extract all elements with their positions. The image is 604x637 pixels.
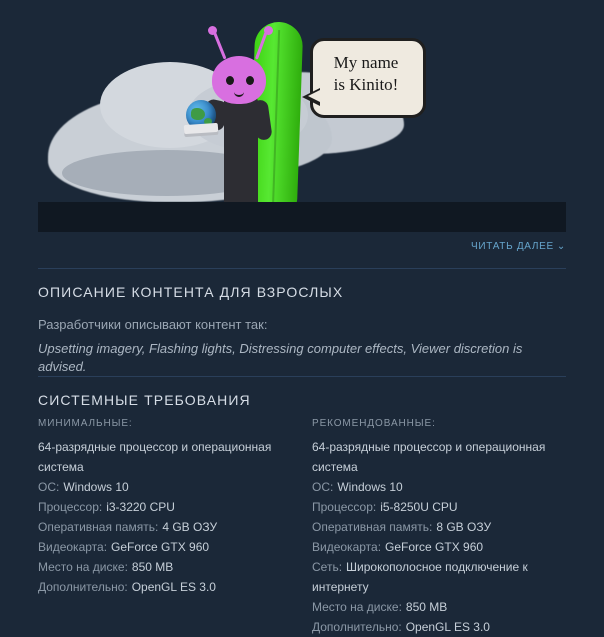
recommended-row-os-label: ОС: <box>312 480 334 494</box>
minimum-row-storage <box>38 557 292 577</box>
divider-system-requirements <box>38 376 566 377</box>
artwork-canvas <box>38 0 566 232</box>
minimum-row-ram-value: 4 GB ОЗУ <box>162 520 218 534</box>
system-requirements-columns <box>38 418 566 637</box>
minimum-row-additional-label: Дополнительно: <box>38 580 128 594</box>
minimum-row-storage-value: 850 MB <box>131 560 174 574</box>
speech-bubble-line-2: is Kinito! <box>333 75 399 94</box>
character-body <box>224 96 258 214</box>
minimum-row-storage-label: Место на диске: <box>38 560 128 574</box>
recommended-row-os-value: Windows 10 <box>337 480 403 494</box>
recommended-row-cpu-value: i5-8250U CPU <box>380 500 458 514</box>
recommended-row-ram-value: 8 GB ОЗУ <box>436 520 492 534</box>
recommended-heading: РЕКОМЕНДОВАННЫЕ: <box>312 418 436 429</box>
minimum-row-cpu-label: Процессор: <box>38 500 103 514</box>
recommended-row-storage-value: 850 MB <box>405 600 448 614</box>
mature-content-title: ОПИСАНИЕ КОНТЕНТА ДЛЯ ВЗРОСЛЫХ <box>38 284 344 300</box>
mature-content-description: Upsetting imagery, Flashing lights, Distressing computer effects, Viewer discretion is advised. <box>38 341 523 374</box>
recommended-row-additional-value: OpenGL ES 3.0 <box>405 620 490 634</box>
system-requirements-recommended <box>312 418 566 637</box>
recommended-row-os <box>312 477 566 497</box>
recommended-row-additional <box>312 617 566 637</box>
recommended-row-network <box>312 557 566 597</box>
minimum-row-os <box>38 477 292 497</box>
recommended-row-gpu-label: Видеокарта: <box>312 540 382 554</box>
minimum-row-gpu-label: Видеокарта: <box>38 540 108 554</box>
minimum-row-os-label: ОС: <box>38 480 60 494</box>
minimum-row-ram <box>38 517 292 537</box>
speech-bubble-text <box>318 52 414 96</box>
game-artwork-media[interactable] <box>0 0 604 232</box>
recommended-row-ram-label: Оперативная память: <box>312 520 433 534</box>
minimum-row-cpu <box>38 497 292 517</box>
recommended-row-storage-label: Место на диске: <box>312 600 402 614</box>
minimum-row-cpu-value: i3-3220 CPU <box>106 500 175 514</box>
minimum-row-additional-value: OpenGL ES 3.0 <box>131 580 216 594</box>
recommended-row-gpu-value: GeForce GTX 960 <box>385 540 484 554</box>
read-more-container <box>38 236 566 254</box>
recommended-row-network-label: Сеть: <box>312 560 343 574</box>
system-requirements-minimum <box>38 418 292 637</box>
character-eye-right <box>246 76 254 85</box>
minimum-row-gpu <box>38 537 292 557</box>
artwork-bottom-bar <box>38 202 566 232</box>
globe-landmass <box>191 108 205 120</box>
recommended-row-additional-label: Дополнительно: <box>312 620 402 634</box>
character-antenna-tip-right <box>264 26 273 35</box>
recommended-row-cpu <box>312 497 566 517</box>
recommended-row-gpu <box>312 537 566 557</box>
chevron-down-icon: ⌄ <box>556 241 566 252</box>
speech-bubble-line-1: My name <box>333 53 399 72</box>
character-antenna-tip-left <box>208 26 217 35</box>
minimum-arch: 64-разрядные процессор и операционная система <box>38 440 272 474</box>
recommended-row-cpu-label: Процессор: <box>312 500 377 514</box>
minimum-row-gpu-value: GeForce GTX 960 <box>111 540 210 554</box>
system-requirements-title: СИСТЕМНЫЕ ТРЕБОВАНИЯ <box>38 392 251 408</box>
recommended-row-storage <box>312 597 566 617</box>
divider-mature-content <box>38 268 566 269</box>
minimum-row-os-value: Windows 10 <box>63 480 129 494</box>
recommended-row-ram <box>312 517 566 537</box>
recommended-arch: 64-разрядные процессор и операционная система <box>312 440 546 474</box>
surfboard-stripe <box>272 30 280 210</box>
read-more-button[interactable] <box>471 241 566 252</box>
minimum-row-additional <box>38 577 292 597</box>
minimum-row-ram-label: Оперативная память: <box>38 520 159 534</box>
recommended-row-network-value: Широкополосное подключение к интернету <box>312 560 528 594</box>
character-eye-left <box>226 76 234 85</box>
minimum-heading: МИНИМАЛЬНЫЕ: <box>38 418 133 429</box>
read-more-label: ЧИТАТЬ ДАЛЕЕ <box>470 241 554 252</box>
mature-content-intro: Разработчики описывают контент так: <box>38 317 268 332</box>
